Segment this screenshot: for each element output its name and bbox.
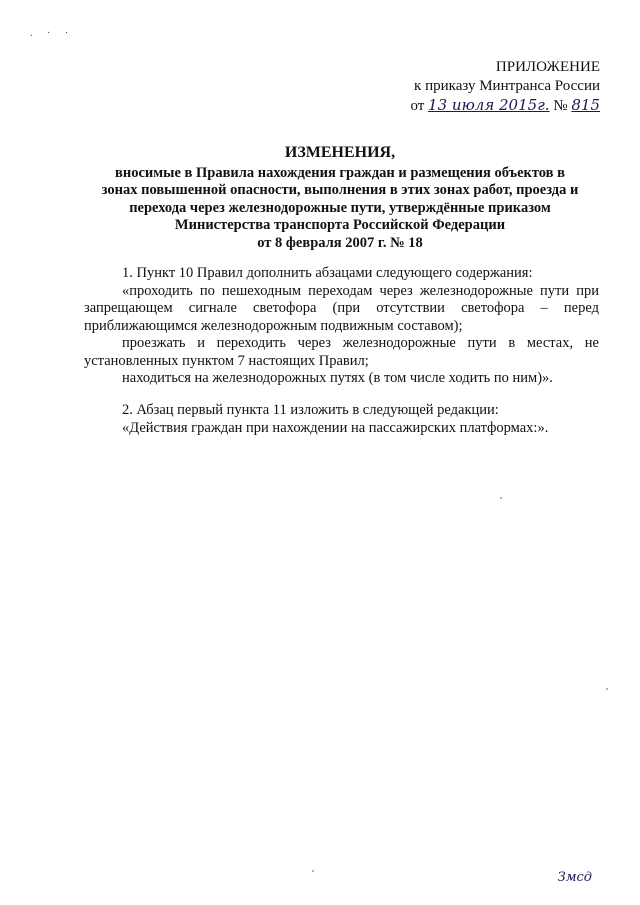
handwritten-signature: Змсд [557, 870, 592, 885]
item-2 [84, 402, 599, 437]
item-2-lead: 2. Абзац первый пункта 11 изложить в следующей редакции: [122, 402, 499, 418]
title-line: от 8 февраля 2007 г. № 18 [257, 234, 423, 251]
scan-speck [312, 870, 314, 872]
appendix-date-number [410, 96, 600, 116]
appendix-heading: ПРИЛОЖЕНИЕ [495, 59, 600, 75]
title-line: Министерства транспорта Российской Федерации [174, 217, 506, 233]
scan-speck [606, 688, 608, 690]
corner-marks: . · · [30, 28, 75, 39]
appendix-header [410, 58, 600, 116]
title-line: зонах повышенной опасности, выполнения в этих зонах работ, проезда и [101, 182, 579, 198]
item-2-paragraph: «Действия граждан при нахождении на пассажирских платформах:». [122, 419, 549, 436]
title-main: ИЗМЕНЕНИЯ, [284, 144, 396, 161]
from-label: от [410, 98, 425, 114]
scan-speck [500, 497, 502, 499]
item-1-paragraph: находиться на железнодорожных путях (в том числе ходить по ним)». [122, 370, 553, 386]
handwritten-date: 13 июля 2015г. [428, 96, 550, 114]
appendix-order-ref: к приказу Минтранса России [414, 78, 600, 94]
item-1-paragraph: проезжать и переходить через железнодорожные пути в местах, не установленных пунктом 7 настоящих Правил; [84, 335, 599, 369]
document-title [70, 144, 610, 252]
item-1-lead: 1. Пункт 10 Правил дополнить абзацами следующего содержания: [122, 265, 533, 281]
title-line: вносимые в Правила нахождения граждан и размещения объектов в [115, 164, 565, 181]
number-label: № [553, 98, 568, 114]
item-1 [84, 265, 599, 388]
title-line: перехода через железнодорожные пути, утверждённые приказом [129, 199, 551, 216]
handwritten-number: 815 [571, 96, 600, 114]
item-1-paragraph: «проходить по пешеходным переходам через железнодорожные пути при запрещающем сигнале светофора (при отсутствии светофора – перед приближающимся железнодорожным подвижным составом); [84, 282, 599, 334]
